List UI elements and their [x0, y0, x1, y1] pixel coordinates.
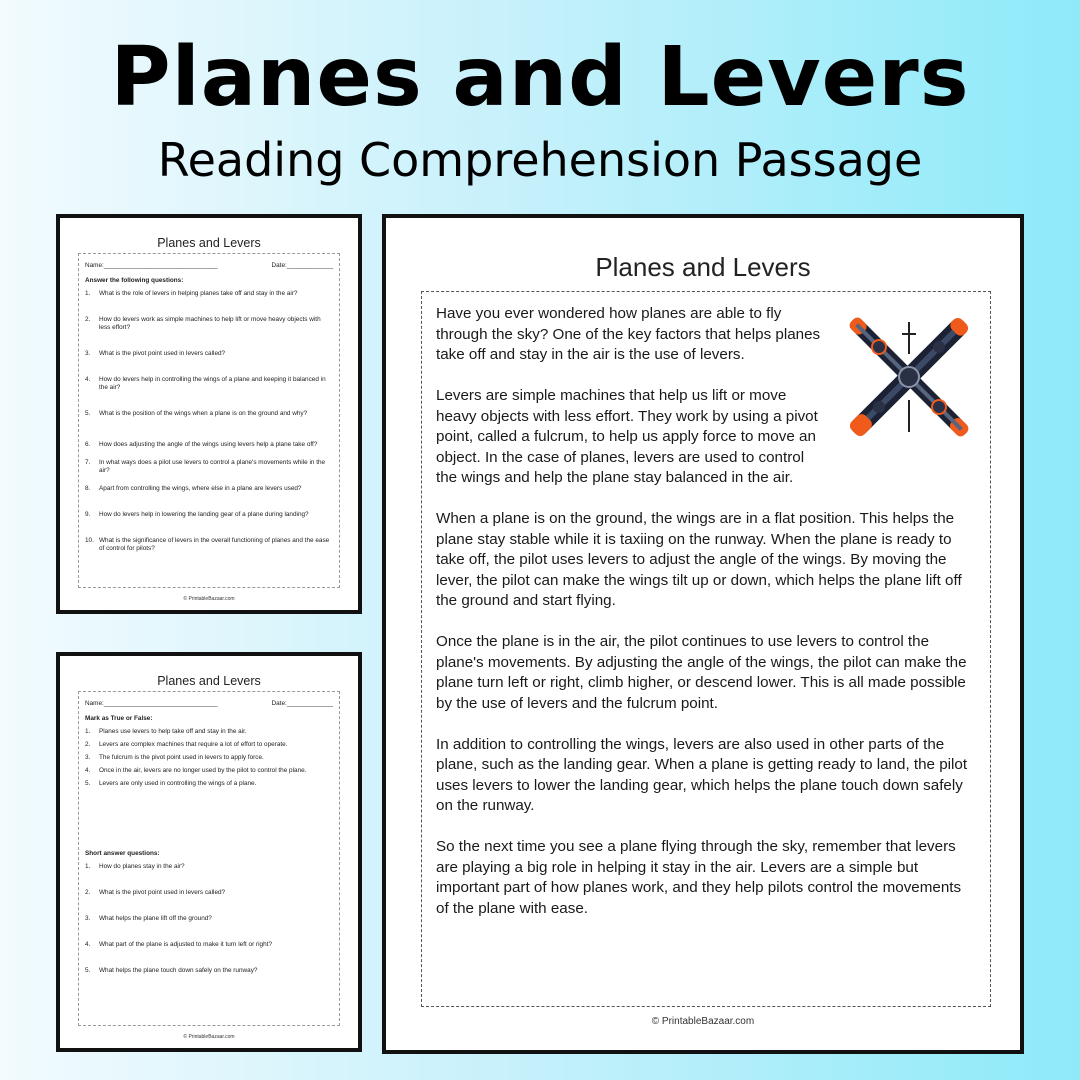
item-number: 4. [85, 376, 91, 383]
list-item [85, 316, 333, 332]
passage-page [382, 214, 1024, 1054]
item-text: What is the pivot point used in levers called? [99, 889, 226, 896]
passage-paragraph: Have you ever wondered how planes are able to fly through the sky? One of the key factors that helps planes take off and stay in the air is the use of levers. [436, 305, 821, 363]
list-item [85, 889, 333, 897]
worksheet-content-box [78, 691, 340, 1026]
item-number: 5. [85, 967, 91, 974]
item-text: What is the position of the wings when a plane is on the ground and why? [99, 410, 308, 417]
list-item [85, 485, 333, 493]
list-item [85, 780, 333, 788]
true-false-list [85, 728, 333, 788]
list-item [85, 728, 333, 736]
item-text: Planes use levers to help take off and stay in the air. [99, 728, 247, 735]
page-title: Planes and Levers [110, 30, 970, 125]
date-line: Date:_____________ [271, 700, 333, 707]
worksheet-title: Planes and Levers [157, 674, 261, 688]
worksheet-content-box [78, 253, 340, 588]
item-text: How do levers help in lowering the landing gear of a plane during landing? [99, 511, 309, 518]
item-text: Levers are complex machines that require a lot of effort to operate. [99, 741, 288, 748]
item-text: How do planes stay in the air? [99, 863, 185, 870]
worksheet-footer: © PrintableBazaar.com [183, 596, 235, 602]
item-text: The fulcrum is the pivot point used in levers to apply force. [99, 754, 264, 761]
item-text: Once in the air, levers are no longer used by the pilot to control the plane. [99, 767, 307, 774]
page-subtitle: Reading Comprehension Passage [157, 133, 923, 187]
worksheet-footer: © PrintableBazaar.com [183, 1034, 235, 1040]
item-text: How do levers help in controlling the wings of a plane and keeping it balanced in the air? [99, 376, 326, 391]
short-answer-list [85, 863, 333, 975]
passage-title: Planes and Levers [595, 252, 811, 282]
passage-box [421, 291, 991, 1007]
question-list [85, 290, 333, 553]
passage-paragraph: In addition to controlling the wings, levers are also used in other parts of the plane, such as the landing gear. When a plane is getting ready to land, the pilot uses levers to lower the landing gear, which helps the plane touch down safely on the runway. [436, 735, 968, 814]
item-text: Levers are only used in controlling the wings of a plane. [99, 780, 257, 787]
item-number: 2. [85, 889, 91, 896]
item-number: 1. [85, 728, 91, 735]
name-line: Name:________________________________ [85, 700, 218, 707]
item-text: How do levers work as simple machines to help lift or move heavy objects with less effort? [99, 316, 321, 331]
passage-paragraph: Once the plane is in the air, the pilot continues to use levers to control the plane's movements. By adjusting the angle of the wings, the pilot can make the plane turn left or right, climb higher, or descend lower. This is all made possible by the use of levers and the fulcrum point. [436, 633, 967, 712]
list-item [85, 459, 333, 475]
item-number: 9. [85, 511, 91, 518]
list-item [85, 967, 333, 975]
passage-paragraph: When a plane is on the ground, the wings are in a flat position. This helps the plane stay stable while it is taxiing on the runway. When the plane is ready to take off, the pilot uses levers to adjust the angle of the wings. By moving the lever, the pilot can make the wings tilt up or down, which helps the plane lift off the ground and start flying. [436, 510, 962, 609]
item-number: 6. [85, 441, 91, 448]
list-item [85, 767, 333, 775]
item-number: 3. [85, 350, 91, 357]
worksheet-questions-preview [56, 214, 362, 614]
name-date-row [85, 262, 333, 269]
list-item [85, 511, 333, 519]
date-line: Date:_____________ [271, 262, 333, 269]
item-text: What part of the plane is adjusted to make it turn left or right? [99, 941, 272, 948]
item-text: Apart from controlling the wings, where else in a plane are levers used? [99, 485, 302, 492]
item-number: 4. [85, 767, 91, 774]
item-number: 3. [85, 754, 91, 761]
passage-paragraph: So the next time you see a plane flying through the sky, remember that levers are playing a big role in helping it stay in the air. Levers are a simple but important part of how planes work, and they help pilots control the movements of the plane with ease. [436, 838, 962, 917]
item-text: How does adjusting the angle of the wings using levers help a plane take off? [99, 441, 318, 448]
list-item [85, 290, 333, 298]
name-line: Name:________________________________ [85, 262, 218, 269]
questions-heading: Answer the following questions: [85, 277, 184, 284]
item-number: 3. [85, 915, 91, 922]
item-text: What is the pivot point used in levers called? [99, 350, 226, 357]
item-number: 5. [85, 780, 91, 787]
list-item [85, 537, 333, 553]
passage-paragraph: Levers are simple machines that help us lift or move heavy objects with less effort. They work by using a pivot point, called a fulcrum, to help us apply force to move an object. In the case of planes, levers are used to control the wings and help the plane stay balanced in the air. [436, 387, 818, 486]
item-number: 2. [85, 316, 91, 323]
item-text: In what ways does a pilot use levers to control a plane's movements while in the air? [99, 459, 326, 474]
plane-illustration-icon [834, 302, 984, 452]
list-item [85, 741, 333, 749]
item-number: 8. [85, 485, 91, 492]
worksheet-title: Planes and Levers [157, 236, 261, 250]
name-date-row [85, 700, 333, 707]
list-item [85, 376, 333, 392]
item-number: 1. [85, 863, 91, 870]
list-item [85, 350, 333, 358]
item-text: What is the significance of levers in the overall functioning of planes and the ease of control for pilots? [99, 537, 330, 552]
list-item [85, 754, 333, 762]
item-number: 1. [85, 290, 91, 297]
list-item [85, 915, 333, 923]
passage-footer: © PrintableBazaar.com [651, 1016, 755, 1027]
true-false-heading: Mark as True or False: [85, 715, 153, 722]
item-number: 5. [85, 410, 91, 417]
item-number: 7. [85, 459, 91, 466]
item-text: What is the role of levers in helping planes take off and stay in the air? [99, 290, 298, 297]
item-text: What helps the plane touch down safely on the runway? [99, 967, 258, 974]
item-number: 4. [85, 941, 91, 948]
item-number: 10. [85, 537, 94, 544]
list-item [85, 441, 333, 449]
list-item [85, 410, 333, 418]
short-answer-heading: Short answer questions: [85, 850, 160, 857]
list-item [85, 863, 333, 871]
item-number: 2. [85, 741, 91, 748]
list-item [85, 941, 333, 949]
worksheet-true-false-preview [56, 652, 362, 1052]
item-text: What helps the plane lift off the ground? [99, 915, 212, 922]
